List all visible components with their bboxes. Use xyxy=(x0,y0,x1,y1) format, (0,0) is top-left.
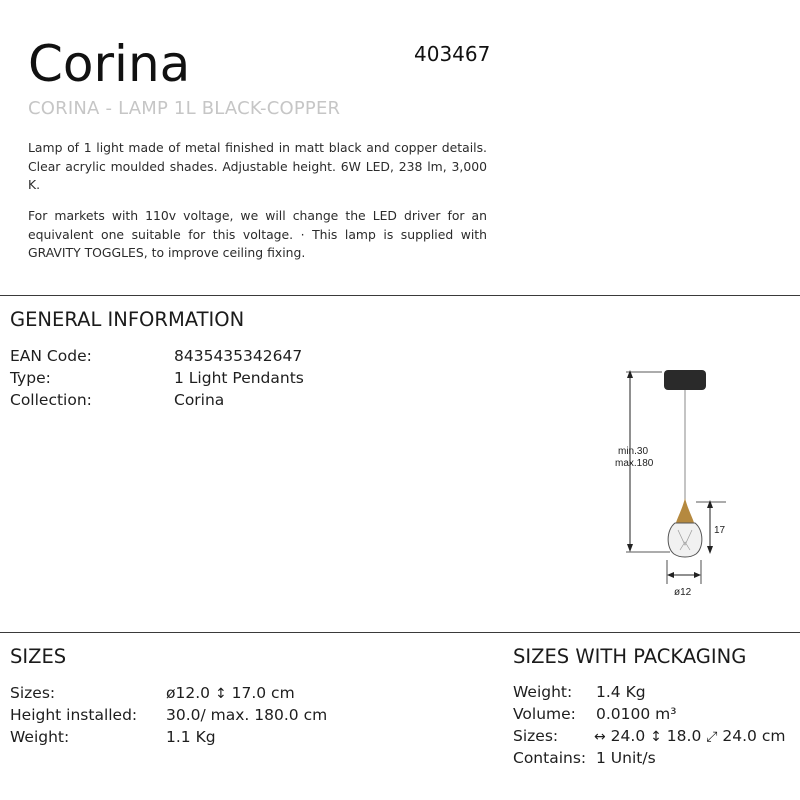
height-label-max: max.180 xyxy=(615,458,654,469)
depth-arrow-icon: ⤢ xyxy=(706,729,718,745)
product-subtitle: CORINA - LAMP 1L BLACK-COPPER xyxy=(28,98,341,119)
packaging-weight-label: Weight: xyxy=(513,683,573,701)
section-divider xyxy=(0,295,800,296)
width-arrow-icon: ↔ xyxy=(594,729,606,745)
height-label-min: min.30 xyxy=(618,446,649,457)
weight-label: Weight: xyxy=(10,728,70,746)
sizes-heading: SIZES xyxy=(10,645,67,668)
packaging-sizes-label: Sizes: xyxy=(513,727,559,745)
product-title: Corina xyxy=(28,35,191,93)
packaging-weight-value: 1.4 Kg xyxy=(596,683,646,701)
diameter-dimension xyxy=(667,560,701,584)
ean-value: 8435435342647 xyxy=(174,347,303,365)
type-label: Type: xyxy=(10,369,51,387)
packaging-contains-label: Contains: xyxy=(513,749,587,767)
shade-height-label: 17 xyxy=(714,525,726,536)
height-installed-label: Height installed: xyxy=(10,706,138,724)
collection-label: Collection: xyxy=(10,391,92,409)
ceiling-canopy xyxy=(664,370,706,390)
packaging-volume-label: Volume: xyxy=(513,705,576,723)
acrylic-shade xyxy=(668,523,702,557)
description-paragraph-voltage: For markets with 110v voltage, we will change the LED driver for an equivalent one suitable for this voltage. · This lamp is supplied with GRAVITY TOGGLES, to improve ceiling fixing. xyxy=(28,208,487,260)
sizes-label: Sizes: xyxy=(10,684,56,702)
packaging-volume-value: 0.0100 m³ xyxy=(596,705,677,723)
general-information-heading: GENERAL INFORMATION xyxy=(10,308,245,331)
height-arrow-icon: ↕ xyxy=(214,686,227,702)
collection-value: Corina xyxy=(174,391,225,409)
sizes-value xyxy=(166,682,295,705)
packaging-height-value: 18.0 xyxy=(666,727,702,745)
height-arrow-icon: ↕ xyxy=(650,729,662,745)
section-divider-sizes xyxy=(0,632,800,633)
packaging-depth-value: 24.0 cm xyxy=(722,727,786,745)
diameter-label: ø12 xyxy=(674,587,692,598)
copper-holder xyxy=(675,498,695,526)
diameter-value: ø12.0 xyxy=(166,684,210,702)
product-code: 403467 xyxy=(414,42,491,66)
packaging-sizes-value xyxy=(594,725,785,748)
packaging-width-value: 24.0 xyxy=(610,727,646,745)
height-value: 17.0 cm xyxy=(231,684,295,702)
type-value: 1 Light Pendants xyxy=(174,369,304,387)
description-paragraph: Lamp of 1 light made of metal finished in matt black and copper details. Clear acrylic moulded shades. Adjustable height. 6W LED, 238 lm, 3,000 K. xyxy=(28,140,487,192)
packaging-heading: SIZES WITH PACKAGING xyxy=(513,645,747,668)
ean-label: EAN Code: xyxy=(10,347,92,365)
packaging-contains-value: 1 Unit/s xyxy=(596,749,656,767)
height-installed-value: 30.0/ max. 180.0 cm xyxy=(166,706,328,724)
weight-value: 1.1 Kg xyxy=(166,728,216,746)
lamp-dimension-drawing xyxy=(600,360,750,610)
